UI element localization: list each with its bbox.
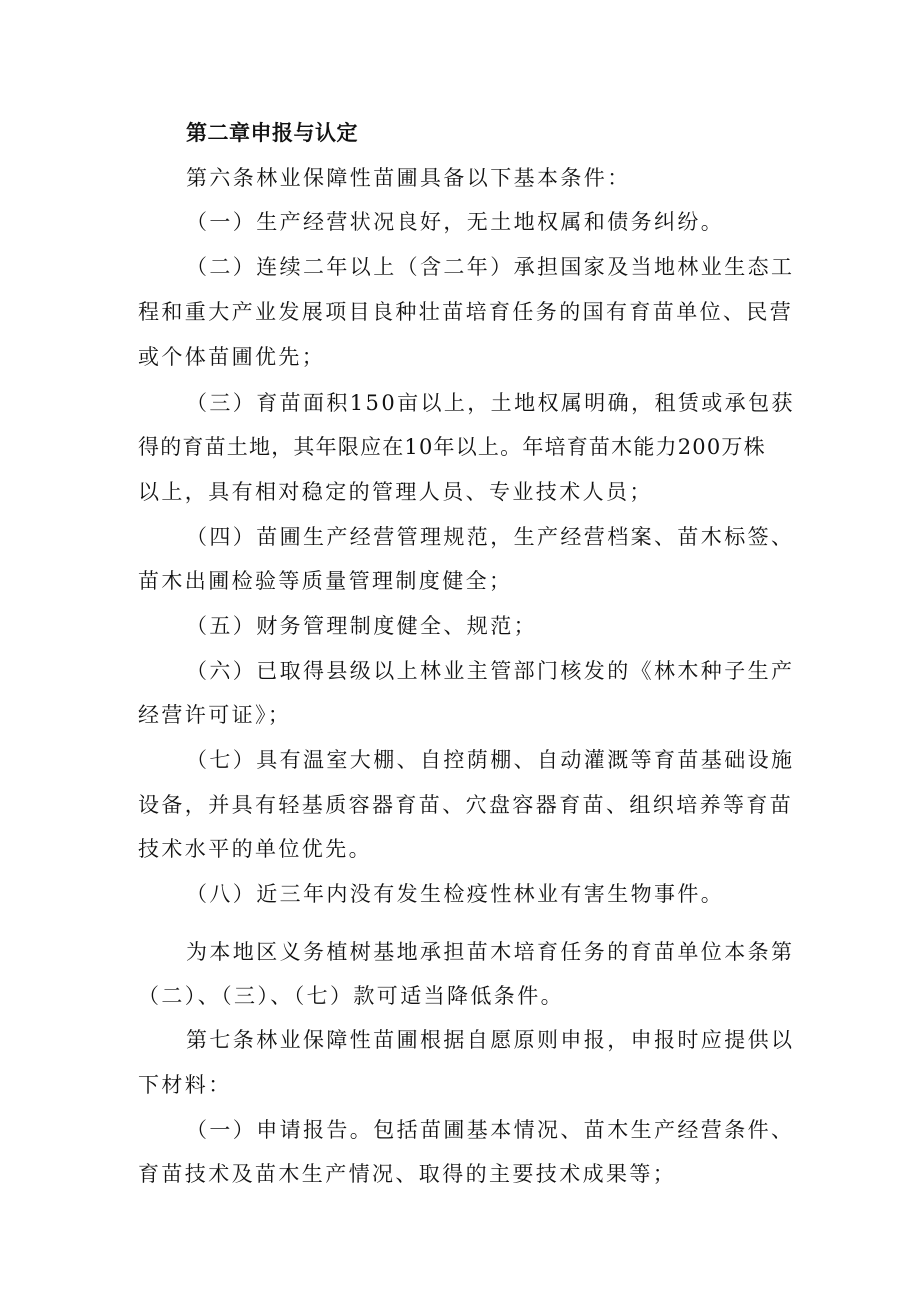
paragraph-line: 技术水平的单位优先。 <box>138 837 372 861</box>
paragraph-line: 得的育苗土地，其年限应在10年以上。年培育苗木能力200万株 <box>138 435 766 459</box>
paragraph-line: 第七条林业保障性苗圃根据自愿原则申报，申报时应提供以 <box>186 1028 795 1052</box>
paragraph-line: （四）苗圃生产经营管理规范，生产经营档案、苗木标签、 <box>186 525 795 549</box>
chapter-heading: 第二章申报与认定 <box>186 121 358 145</box>
paragraph-line: （三）育苗面积150亩以上，土地权属明确，租赁或承包获 <box>186 391 795 415</box>
paragraph-line: 为本地区义务植树基地承担苗木培育任务的育苗单位本条第 <box>186 940 795 964</box>
paragraph-line: 苗木出圃检验等质量管理制度健全； <box>138 569 513 593</box>
paragraph-line: 经营许可证》； <box>138 703 292 727</box>
paragraph-line: 程和重大产业发展项目良种壮苗培育任务的国有育苗单位、民营 <box>138 300 794 324</box>
paragraph-line: 以上，具有相对稳定的管理人员、专业技术人员； <box>138 480 653 504</box>
paragraph-line: （二）、（三）、（七）款可适当降低条件。 <box>138 984 564 1008</box>
paragraph-line: （七）具有温室大棚、自控荫棚、自动灌溉等育苗基础设施 <box>186 748 795 772</box>
paragraph-line: （五）财务管理制度健全、规范； <box>186 614 537 638</box>
paragraph-line: （一）申请报告。包括苗圃基本情况、苗木生产经营条件、 <box>186 1118 795 1142</box>
paragraph-line: 第六条林业保障性苗圃具备以下基本条件： <box>186 166 631 190</box>
paragraph-line: 下材料： <box>138 1073 232 1097</box>
paragraph-line: 或个体苗圃优先； <box>138 345 326 369</box>
paragraph-line: 设备，并具有轻基质容器育苗、穴盘容器育苗、组织培养等育苗 <box>138 793 794 817</box>
paragraph-line: （六）已取得县级以上林业主管部门核发的《林木种子生产 <box>186 659 795 683</box>
paragraph-line: （八）近三年内没有发生检疫性林业有害生物事件。 <box>186 882 725 906</box>
paragraph-line: （二）连续二年以上（含二年）承担国家及当地林业生态工 <box>186 255 795 279</box>
paragraph-line: （一）生产经营状况良好，无土地权属和债务纠纷。 <box>186 210 725 234</box>
paragraph-line: 育苗技术及苗木生产情况、取得的主要技术成果等； <box>138 1162 677 1186</box>
